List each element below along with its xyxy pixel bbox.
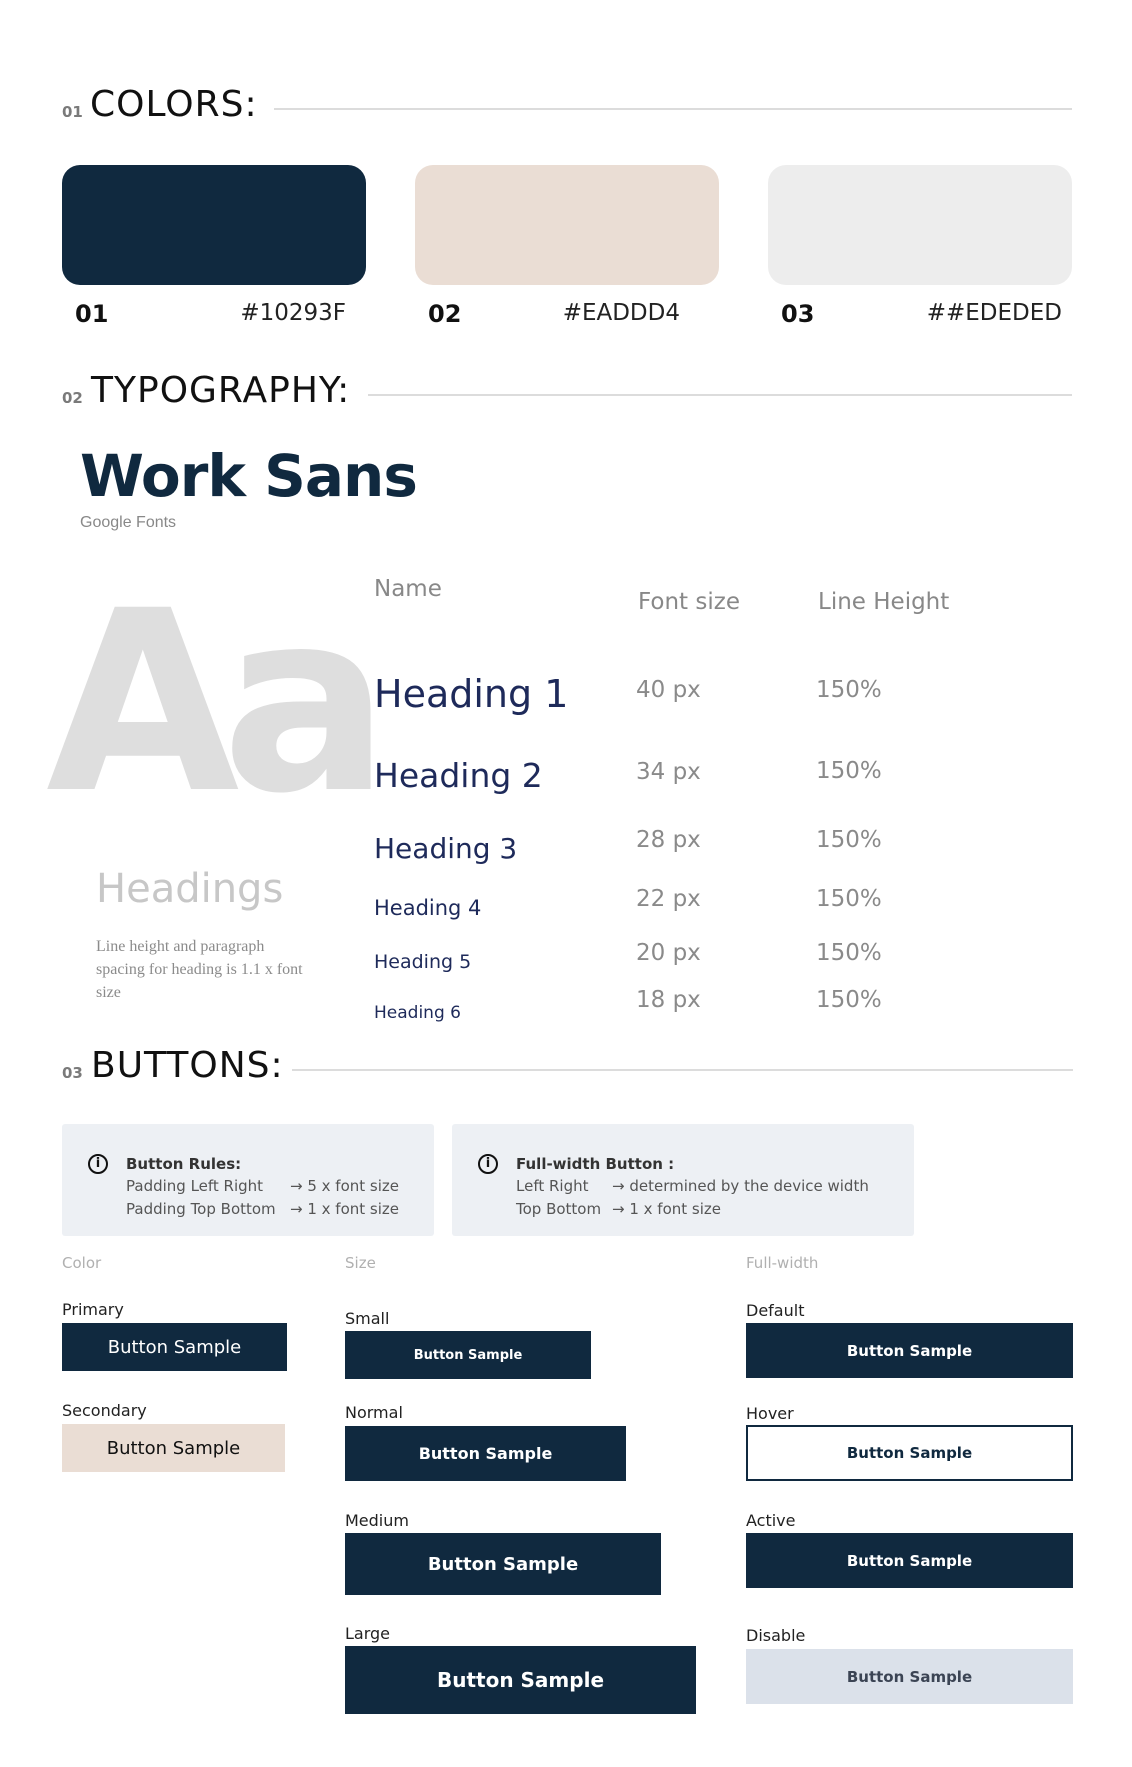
- fullwidth-rules-line1-label: Left Right: [516, 1177, 589, 1195]
- heading-1-line-height: 150%: [816, 677, 882, 703]
- group-label-fullwidth: Full-width: [746, 1254, 819, 1272]
- fullwidth-rules-line2-value: → 1 x font size: [612, 1200, 721, 1218]
- large-label: Large: [345, 1624, 391, 1643]
- primary-label: Primary: [62, 1300, 124, 1319]
- heading-5-line-height: 150%: [816, 940, 882, 966]
- colors-section-title: COLORS:: [90, 84, 258, 125]
- color-swatch-2: [415, 165, 719, 285]
- headings-category-title: Headings: [96, 866, 284, 912]
- hover-label: Hover: [746, 1404, 794, 1423]
- small-label: Small: [345, 1309, 390, 1328]
- heading-4-name: Heading 4: [374, 896, 482, 920]
- heading-1-size: 40 px: [636, 677, 701, 703]
- button-rules-line2-value: → 1 x font size: [290, 1200, 399, 1218]
- medium-sample-button[interactable]: Button Sample: [345, 1533, 661, 1595]
- color-swatch-2-hex: #EADDD4: [562, 300, 680, 326]
- font-source: Google Fonts: [80, 514, 177, 531]
- info-icon: i: [478, 1154, 498, 1174]
- buttons-section-number: 03: [62, 1064, 83, 1082]
- heading-3-size: 28 px: [636, 827, 701, 853]
- fullwidth-rules-line2-label: Top Bottom: [516, 1200, 602, 1218]
- button-rules-line2-label: Padding Top Bottom: [126, 1200, 276, 1218]
- typography-section-divider: [368, 394, 1072, 396]
- typography-section-title: TYPOGRAPHY:: [91, 370, 351, 411]
- heading-4-line-height: 150%: [816, 886, 882, 912]
- normal-sample-button[interactable]: Button Sample: [345, 1426, 626, 1481]
- fullwidth-rules-title: Full-width Button :: [516, 1155, 675, 1173]
- large-sample-button[interactable]: Button Sample: [345, 1646, 696, 1714]
- heading-1-name: Heading 1: [374, 672, 569, 716]
- default-label: Default: [746, 1301, 805, 1320]
- info-icon: i: [88, 1154, 108, 1174]
- primary-sample-button[interactable]: Button Sample: [62, 1323, 287, 1371]
- medium-label: Medium: [345, 1511, 409, 1530]
- column-header-line-height: Line Height: [818, 589, 950, 615]
- fullwidth-active-button[interactable]: Button Sample: [746, 1533, 1073, 1588]
- color-swatch-1: [62, 165, 366, 285]
- fullwidth-hover-button[interactable]: Button Sample: [746, 1425, 1073, 1481]
- color-swatch-1-number: 01: [75, 300, 109, 328]
- heading-2-line-height: 150%: [816, 758, 882, 784]
- fullwidth-default-button[interactable]: Button Sample: [746, 1323, 1073, 1378]
- heading-2-size: 34 px: [636, 759, 701, 785]
- active-label: Active: [746, 1511, 796, 1530]
- small-sample-button[interactable]: Button Sample: [345, 1331, 591, 1379]
- button-rules-line1-value: → 5 x font size: [290, 1177, 399, 1195]
- heading-5-name: Heading 5: [374, 951, 472, 973]
- heading-3-line-height: 150%: [816, 827, 882, 853]
- glyph-sample: Aa: [46, 557, 373, 848]
- heading-6-line-height: 150%: [816, 987, 882, 1013]
- group-label-size: Size: [345, 1254, 376, 1272]
- disable-label: Disable: [746, 1626, 806, 1645]
- heading-3-name: Heading 3: [374, 832, 518, 865]
- buttons-section-title: BUTTONS:: [91, 1045, 284, 1086]
- button-rules-title: Button Rules:: [126, 1155, 242, 1173]
- group-label-color: Color: [62, 1254, 102, 1272]
- column-header-name: Name: [374, 576, 442, 602]
- font-family-name: Work Sans: [80, 442, 417, 510]
- fullwidth-disabled-button: Button Sample: [746, 1649, 1073, 1704]
- heading-2-name: Heading 2: [374, 756, 543, 795]
- heading-5-size: 20 px: [636, 940, 701, 966]
- color-swatch-3: [768, 165, 1072, 285]
- fullwidth-rules-line1-value: → determined by the device width: [612, 1177, 869, 1195]
- secondary-label: Secondary: [62, 1401, 147, 1420]
- color-swatch-3-hex: ##EDEDED: [926, 300, 1062, 326]
- heading-4-size: 22 px: [636, 886, 701, 912]
- secondary-sample-button[interactable]: Button Sample: [62, 1424, 285, 1472]
- colors-section-divider: [274, 108, 1072, 110]
- buttons-section-divider: [292, 1069, 1073, 1071]
- button-rules-line1-label: Padding Left Right: [126, 1177, 264, 1195]
- color-swatch-2-number: 02: [428, 300, 462, 328]
- headings-category-note: Line height and paragraph spacing for heading is 1.1 x font size: [96, 938, 303, 1001]
- heading-6-size: 18 px: [636, 987, 701, 1013]
- normal-label: Normal: [345, 1403, 403, 1422]
- heading-6-name: Heading 6: [374, 1003, 461, 1023]
- color-swatch-1-hex: #10293F: [240, 300, 346, 326]
- column-header-font-size: Font size: [638, 589, 740, 615]
- color-swatch-3-number: 03: [781, 300, 815, 328]
- typography-section-number: 02: [62, 389, 83, 407]
- colors-section-number: 01: [62, 103, 83, 121]
